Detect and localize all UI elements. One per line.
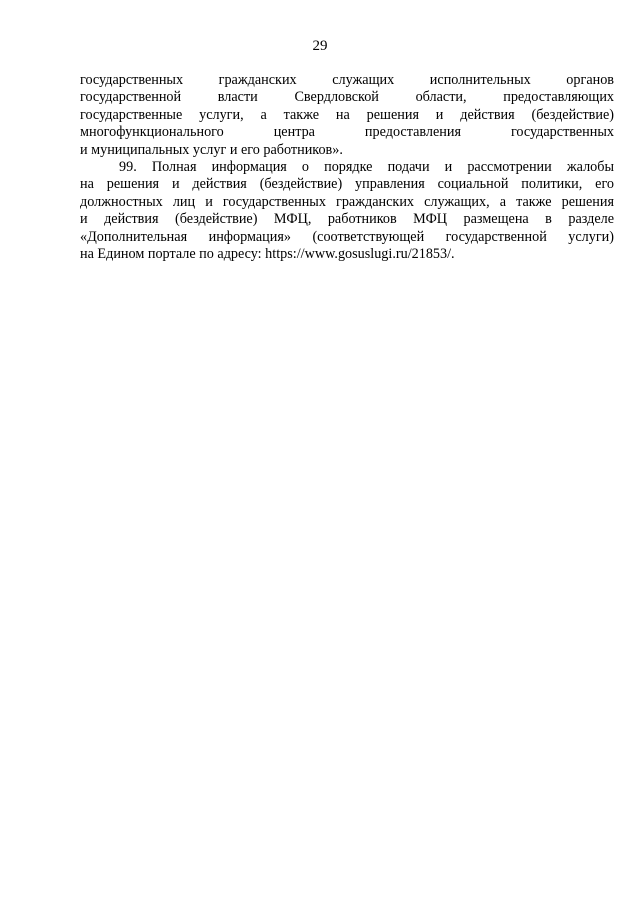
text-line: многофункционального центра предоставления государственных: [80, 124, 614, 141]
text-line: и муниципальных услуг и его работников».: [80, 141, 343, 158]
text-line: государственные услуги, а также на решения и действия (бездействие): [80, 106, 614, 123]
text-line: на решения и действия (бездействие) управления социальной политики, его: [80, 176, 614, 193]
text-line: 99. Полная информация о порядке подачи и рассмотрении жалобы: [119, 159, 614, 176]
text-line: «Дополнительная информация» (соответствующей государственной услуги): [80, 228, 614, 245]
paragraph-99: [80, 159, 614, 263]
page-number: 29: [312, 38, 328, 54]
text-line: и действия (бездействие) МФЦ, работников МФЦ размещена в разделе: [80, 211, 614, 228]
text-line: должностных лиц и государственных гражданских служащих, а также решения: [80, 193, 614, 210]
text-line: государственной власти Свердловской области, предоставляющих: [80, 89, 614, 106]
paragraph-continuation: [80, 72, 614, 159]
body-text: [80, 72, 614, 263]
text-line: на Едином портале по адресу: https://www.gosuslugi.ru/21853/.: [80, 246, 455, 263]
text-line: государственных гражданских служащих исполнительных органов: [80, 72, 614, 88]
